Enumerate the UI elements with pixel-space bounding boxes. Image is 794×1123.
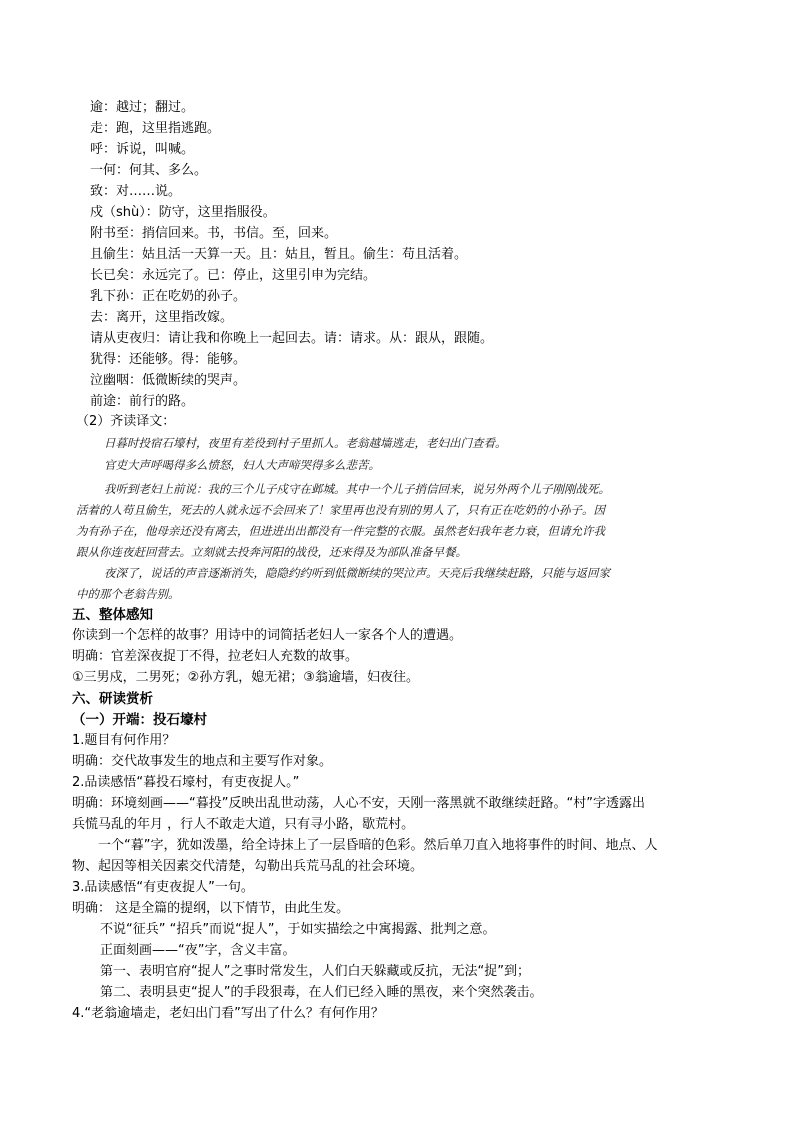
translation-line: 夜深了，说话的声音逐渐消失，隐隐约约听到低微断续的哭泣声。天亮后我继续赶路，只能与返回家: [104, 566, 610, 580]
translation-line: 中的那个老翁告别。: [76, 587, 180, 601]
answer-3-line: 第二、表明县吏“捉人”的手段狠毒，在人们已经入睡的黑夜，来个突然袭击。: [100, 985, 543, 1000]
translation-line: 跟从你连夜赶回营去。立刻就去投奔河阳的战役，还来得及为部队准备早餐。: [76, 545, 467, 559]
glossary-item: 附书至：捎信回来。书，书信。至，回来。: [90, 226, 338, 241]
section-6-title: 六、研读赏析: [72, 691, 153, 707]
answer-3-line: 正面刻画——“夜”字，含义丰富。: [100, 943, 296, 958]
glossary-item: 且偷生：姑且活一天算一天。且：姑且，暂且。偷生：苟且活着。: [90, 247, 468, 262]
glossary-item: 走：跑，这里指逃跑。: [90, 121, 221, 136]
answer-3-line: 不说“征兵” “招兵”而说“捉人”，于如实描绘之中寓揭露、批判之意。: [100, 922, 496, 937]
translation-line: 活着的人苟且偷生，死去的人就永远不会回来了！家里再也没有别的男人了，只有正在吃奶的小孙子。因: [76, 503, 605, 517]
answer-2-line: 明确：环境刻画——“暮投”反映出乱世动荡，人心不安，天刚一落黑就不敢继续赶路。“村”字透露出: [72, 796, 645, 811]
answer-3-line: 第一、表明官府“捉人”之事时常发生，人们白天躲藏或反抗，无法“捉”到；: [100, 964, 530, 979]
glossary-item: 戍（shù）：防守，这里指服役。: [90, 205, 276, 220]
question-3: 3.品读感悟“有吏夜捉人”一句。: [72, 880, 254, 895]
glossary-item: 去：离开，这里指改嫁。: [90, 310, 234, 325]
answer-2-line: 一个“暮”字，犹如泼墨，给全诗抹上了一层昏暗的色彩。然后单刀直入地将事件的时间、地点、人: [98, 838, 658, 853]
glossary-item: 犹得：还能够。得：能够。: [90, 352, 247, 367]
glossary-item: 一何：何其、多么。: [90, 163, 208, 178]
glossary-item: 前途：前行的路。: [90, 394, 195, 409]
translation-line: 官吏大声呼喝得多么愤怒，妇人大声啼哭得多么悲苦。: [104, 458, 380, 472]
question-2: 2.品读感悟“暮投石壕村，有吏夜捉人。”: [72, 775, 300, 790]
glossary-item: 呼：诉说，叫喊。: [90, 142, 195, 157]
answer-2-line: 兵慌马乱的年月 ，行人不敢走大道，只有寻小路，歇荒村。: [72, 817, 415, 832]
question-4: 4.“老翁逾墙走，老妇出门看”写出了什么？有何作用？: [72, 1006, 384, 1021]
question-1: 1.题目有何作用？: [72, 733, 176, 748]
answer-1: 明确：交代故事发生的地点和主要写作对象。: [72, 754, 333, 769]
answer-2-line: 物、起因等相关因素交代清楚，勾勒出兵荒马乱的社会环境。: [72, 859, 424, 874]
glossary-item: 长已矣：永远完了。已：停止，这里引申为完结。: [90, 268, 377, 283]
section-5-answer: 明确：官差深夜捉丁不得，拉老妇人充数的故事。: [72, 649, 359, 664]
glossary-item: 请从吏夜归：请让我和你晚上一起回去。请：请求。从：跟从，跟随。: [90, 331, 494, 346]
section-5-title: 五、整体感知: [72, 607, 153, 623]
glossary-item: 逾：越过；翻过。: [90, 100, 195, 115]
section-5-points: ①三男戍，二男死；②孙方乳，媳无裙；③翁逾墙，妇夜往。: [72, 670, 419, 685]
translation-line: 日暮时投宿石壕村，夜里有差役到村子里抓人。老翁越墙逃走，老妇出门查看。: [104, 436, 507, 450]
translation-line: 为有孙子在，他母亲还没有离去，但进进出出都没有一件完整的衣服。虽然老妇我年老力衰，但请允许我: [76, 524, 605, 538]
glossary-item: 泣幽咽：低微断续的哭声。: [90, 373, 247, 388]
section-6-subtitle: （一）开端：投石壕村: [72, 712, 207, 728]
section-5-question: 你读到一个怎样的故事？用诗中的词简括老妇人一家各个人的遭遇。: [72, 628, 463, 643]
glossary-item: 致：对……说。: [90, 184, 182, 199]
glossary-item: 乳下孙：正在吃奶的孙子。: [90, 289, 247, 304]
translation-heading: （2）齐读译文：: [76, 414, 176, 429]
translation-line: 我听到老妇上前说：我的三个儿子戍守在邺城。其中一个儿子捎信回来，说另外两个儿子刚刚战死。: [104, 482, 610, 496]
answer-3: 明确： 这是全篇的提纲，以下情节，由此生发。: [72, 901, 350, 916]
